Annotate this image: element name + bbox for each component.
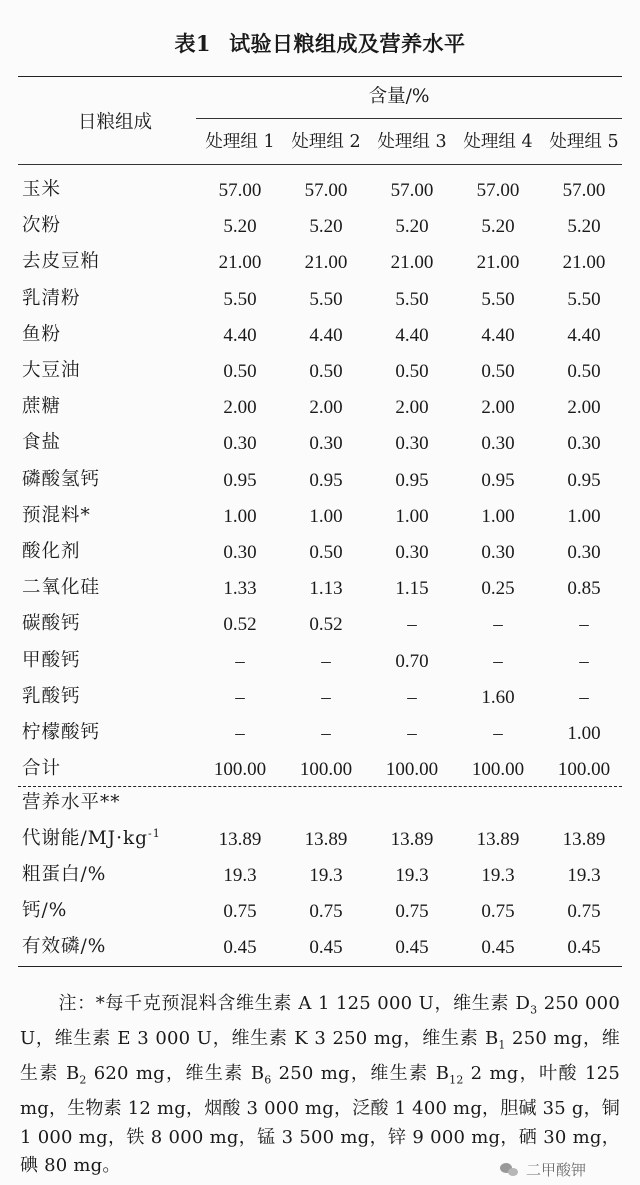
footnote-subscript: 1 xyxy=(498,1038,506,1052)
nutrition-cell: 13.89 xyxy=(562,829,606,850)
table-cell: – xyxy=(407,686,417,708)
table-cell: 0.30 xyxy=(223,433,257,455)
table-cell: 0.52 xyxy=(223,614,257,636)
table-cell: 5.20 xyxy=(223,216,257,238)
table-cell: – xyxy=(321,723,331,744)
header-bottom-rule xyxy=(18,164,622,165)
row-label: 酸化剂 xyxy=(22,541,81,562)
table-title xyxy=(0,28,640,58)
row-label: 次粉 xyxy=(22,215,62,237)
table-cell: – xyxy=(579,686,589,708)
table-cell: 21.00 xyxy=(218,252,262,274)
table-cell: 21.00 xyxy=(476,252,520,274)
footnote-text: 注：*每千克预混料含维生素 A 1 125 000 U，维生素 D xyxy=(58,993,531,1014)
table-cell: 2.00 xyxy=(481,397,515,419)
footnote-text: 2 mg，叶酸 125 mg，生物素 12 mg，烟酸 3 000 mg，泛酸 1 400 mg，胆碱 35 g，铜 1 000 mg，铁 8 000 mg，锰 3 500 mg，锌 9 000 mg，硒 30 mg，碘 80 mg。 xyxy=(20,1063,620,1177)
nutrition-cell: 0.45 xyxy=(309,937,343,958)
nutrition-cell: 13.89 xyxy=(304,829,348,850)
table-cell: 1.00 xyxy=(481,505,515,527)
group-header-rule xyxy=(196,118,622,119)
table-cell: 5.20 xyxy=(395,216,429,238)
row-label: 甲酸钙 xyxy=(22,649,81,671)
table-cell: 100.00 xyxy=(557,759,611,781)
row-label: 鱼粉 xyxy=(22,323,62,345)
table-cell: 5.50 xyxy=(309,288,343,310)
table-cell: – xyxy=(235,723,245,744)
table-cell: 0.95 xyxy=(395,469,429,491)
row-label: 合计 xyxy=(22,758,62,780)
table-cell: 0.52 xyxy=(309,614,343,636)
table-cell: – xyxy=(235,650,245,672)
table-cell: 0.30 xyxy=(481,433,515,455)
table-cell: 0.70 xyxy=(395,650,429,672)
nutrition-cell: 19.3 xyxy=(309,865,343,886)
table-cell: 0.85 xyxy=(567,578,601,600)
nutrition-label-text: 有效磷/% xyxy=(22,936,107,957)
table-cell: 5.20 xyxy=(481,216,515,238)
nutrition-cell: 19.3 xyxy=(223,865,257,886)
row-label: 二氧化硅 xyxy=(22,577,101,599)
column-header-5: 处理组 5 xyxy=(549,132,619,152)
table-footnote xyxy=(20,990,620,1181)
table-cell: 0.50 xyxy=(481,361,515,382)
table-cell: 1.60 xyxy=(481,686,515,708)
row-label: 蔗糖 xyxy=(22,396,62,418)
row-label: 食盐 xyxy=(22,432,62,454)
nutrition-cell: 13.89 xyxy=(476,829,520,850)
row-label: 大豆油 xyxy=(22,360,81,381)
table-cell: 1.15 xyxy=(395,578,429,600)
table-cell: 1.13 xyxy=(309,578,343,600)
table-cell: 0.95 xyxy=(223,469,257,491)
nutrition-row-label xyxy=(22,866,106,885)
footnote-subscript: 2 xyxy=(79,1073,87,1087)
table-cell: 0.50 xyxy=(223,361,257,382)
table-cell: 5.20 xyxy=(309,216,343,238)
table-cell: 2.00 xyxy=(395,397,429,419)
nutrition-cell: 0.45 xyxy=(481,937,515,958)
nutrition-row-label xyxy=(22,827,161,849)
footnote-text: 620 mg，维生素 B xyxy=(86,1063,265,1085)
table-cell: – xyxy=(407,614,417,636)
footnote-subscript: 6 xyxy=(264,1073,272,1087)
table-cell: 5.50 xyxy=(567,288,601,310)
nutrition-cell: 13.89 xyxy=(390,829,434,850)
table-cell: 100.00 xyxy=(385,759,439,781)
table-cell: 2.00 xyxy=(309,397,343,419)
row-label: 乳清粉 xyxy=(22,287,81,309)
nutrition-section-label: 营养水平** xyxy=(22,792,121,813)
nutrition-cell: 0.45 xyxy=(567,937,601,958)
table-cell: 100.00 xyxy=(471,759,525,781)
table-cell: 1.00 xyxy=(395,505,429,527)
row-label: 碳酸钙 xyxy=(22,613,81,635)
table-cell: 0.50 xyxy=(309,542,343,563)
table-cell: 21.00 xyxy=(304,252,348,274)
table-cell: 5.50 xyxy=(481,288,515,310)
table-cell: 0.50 xyxy=(309,361,343,382)
nutrition-cell: 13.89 xyxy=(218,829,262,850)
table-cell: 1.00 xyxy=(309,505,343,527)
table-cell: 4.40 xyxy=(223,324,257,346)
table-cell: 0.30 xyxy=(395,433,429,455)
nutrition-row-label xyxy=(22,902,67,921)
table-cell: 100.00 xyxy=(213,759,267,781)
table-cell: 0.95 xyxy=(481,469,515,491)
table-cell: 5.50 xyxy=(395,288,429,310)
footnote-subscript: 3 xyxy=(530,1003,538,1017)
row-label: 去皮豆粕 xyxy=(22,251,101,273)
row-label: 预混料* xyxy=(22,504,91,526)
footnote-text: 250 mg，维生素 B xyxy=(20,1028,620,1085)
nutrition-cell: 0.75 xyxy=(481,901,515,922)
table-cell: 1.00 xyxy=(223,505,257,527)
row-label: 磷酸氢钙 xyxy=(22,468,101,490)
table-cell: 57.00 xyxy=(476,180,520,201)
table-cell: – xyxy=(235,686,245,708)
table-cell: 4.40 xyxy=(395,324,429,346)
table-cell: 4.40 xyxy=(309,324,343,346)
table-cell: 21.00 xyxy=(562,252,606,274)
table-cell: 57.00 xyxy=(562,180,606,201)
table-cell: – xyxy=(321,686,331,708)
nutrition-row-label xyxy=(22,938,106,957)
nutrition-cell: 0.45 xyxy=(395,937,429,958)
table-cell: 0.50 xyxy=(395,361,429,382)
table-cell: 0.30 xyxy=(567,542,601,563)
content-group-label: 含量/% xyxy=(368,86,430,107)
table-cell: 57.00 xyxy=(304,180,348,201)
table-cell: 0.30 xyxy=(481,542,515,563)
table-cell: 0.30 xyxy=(223,542,257,563)
table-cell: 0.95 xyxy=(567,469,601,491)
nutrition-label-text: 钙/% xyxy=(22,900,68,921)
table-cell: 1.00 xyxy=(567,723,601,744)
nutrition-cell: 19.3 xyxy=(567,865,601,886)
table-number: 表1 xyxy=(174,31,212,56)
table-cell: 0.50 xyxy=(567,361,601,382)
table-cell: 21.00 xyxy=(390,252,434,274)
table-cell: – xyxy=(579,614,589,636)
nutrition-label-text: 粗蛋白/% xyxy=(22,864,107,885)
table-cell: – xyxy=(579,650,589,672)
table-cell: – xyxy=(493,650,503,672)
table-cell: – xyxy=(493,614,503,636)
table-cell: – xyxy=(493,723,503,744)
table-cell: 1.33 xyxy=(223,578,257,600)
column-header-3: 处理组 3 xyxy=(377,132,447,152)
table-cell: 4.40 xyxy=(481,324,515,346)
wechat-icon xyxy=(500,1161,520,1177)
watermark-text: 二甲酸钾 xyxy=(526,1160,587,1179)
table-cell: 0.95 xyxy=(309,469,343,491)
nutrition-cell: 0.75 xyxy=(309,901,343,922)
row-header-label: 日粮组成 xyxy=(78,112,153,133)
column-header-4: 处理组 4 xyxy=(463,132,533,152)
footnote-text: 250 000 U，维生素 E 3 000 U，维生素 K 3 250 mg，维生素 B xyxy=(20,993,620,1050)
table-cell: 100.00 xyxy=(299,759,353,781)
row-label: 柠檬酸钙 xyxy=(22,722,101,743)
nutrition-separator xyxy=(18,786,622,787)
table-cell: – xyxy=(321,650,331,672)
table-cell: 57.00 xyxy=(390,180,434,201)
table-cell: 0.30 xyxy=(567,433,601,455)
table-cell: 5.50 xyxy=(223,288,257,310)
footnote-text: 250 mg，维生素 B xyxy=(271,1063,450,1085)
row-label: 玉米 xyxy=(22,179,62,200)
table-title-text: 试验日粮组成及营养水平 xyxy=(229,31,466,56)
row-label: 乳酸钙 xyxy=(22,685,81,707)
table-bottom-rule xyxy=(18,966,622,967)
table-cell: 2.00 xyxy=(223,397,257,419)
nutrition-cell: 0.45 xyxy=(223,937,257,958)
table-cell: 0.30 xyxy=(309,433,343,455)
column-header-2: 处理组 2 xyxy=(291,132,361,152)
nutrition-cell: 0.75 xyxy=(395,901,429,922)
table-cell: 5.20 xyxy=(567,216,601,238)
table-cell: 57.00 xyxy=(218,180,262,201)
nutrition-cell: 0.75 xyxy=(223,901,257,922)
table-cell: 2.00 xyxy=(567,397,601,419)
nutrition-cell: 19.3 xyxy=(395,865,429,886)
nutrition-label-sup: -1 xyxy=(148,827,161,840)
table-cell: 0.30 xyxy=(395,542,429,563)
table-cell: 1.00 xyxy=(567,505,601,527)
nutrition-label-text: 代谢能/MJ·kg xyxy=(22,828,149,849)
column-header-1: 处理组 1 xyxy=(205,132,275,152)
footnote-subscript: 12 xyxy=(449,1073,464,1087)
table-cell: – xyxy=(407,723,417,744)
nutrition-cell: 0.75 xyxy=(567,901,601,922)
watermark xyxy=(500,1158,586,1180)
table-cell: 0.25 xyxy=(481,578,515,600)
nutrition-cell: 19.3 xyxy=(481,865,515,886)
table-cell: 4.40 xyxy=(567,324,601,346)
table-top-rule xyxy=(18,76,622,77)
